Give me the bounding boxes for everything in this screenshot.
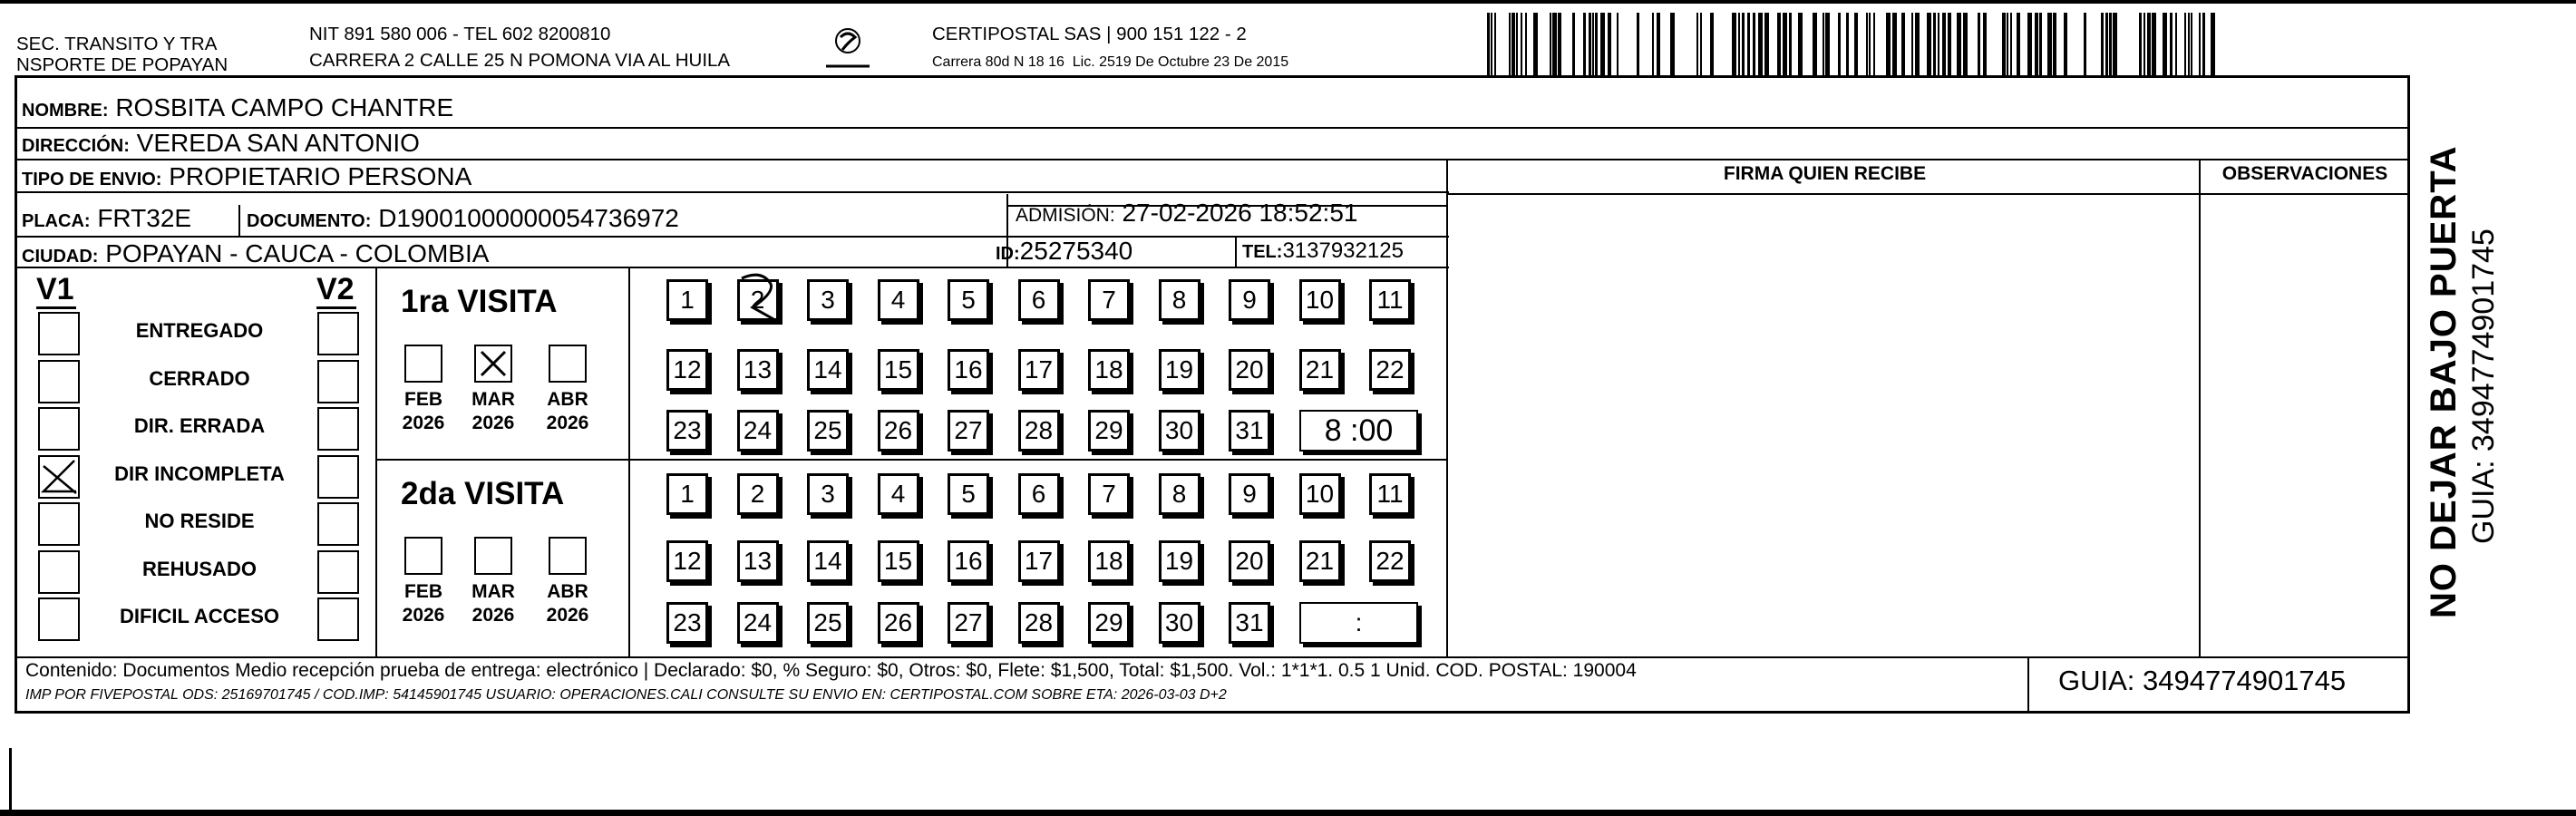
month-checkbox[interactable] [474, 537, 512, 575]
v2-underline [316, 306, 356, 309]
day-box[interactable] [1229, 410, 1270, 452]
col-divider [1446, 159, 1448, 657]
ciudad-value: POPAYAN - CAUCA - COLOMBIA [105, 239, 490, 267]
day-number: 15 [883, 547, 913, 575]
col-divider [238, 205, 240, 238]
day-box[interactable] [1229, 602, 1270, 644]
day-number: 18 [1094, 547, 1123, 575]
status-label: DIFICIL ACCESO [119, 605, 279, 627]
month-label: FEB 2026 [402, 581, 445, 626]
day-number: 13 [743, 547, 773, 575]
day-number: 17 [1024, 547, 1054, 575]
day-number: 24 [743, 416, 773, 444]
day-number: 20 [1235, 547, 1264, 575]
nit-line: NIT 891 580 006 - TEL 602 8200810 [309, 24, 611, 44]
v2-checkbox[interactable] [317, 312, 359, 355]
bottom-edge [0, 810, 2576, 816]
col-divider [2027, 656, 2029, 714]
day-box[interactable] [807, 410, 849, 452]
day-box[interactable] [666, 349, 708, 391]
tel-label: TEL: [1242, 242, 1283, 262]
second-time-box[interactable]: : [1299, 602, 1418, 644]
license-line: Carrera 80d N 18 16 Lic. 2519 De Octubre 23 De 2015 [932, 54, 1289, 70]
month-label: MAR 2026 [471, 389, 515, 433]
status-label: CERRADO [149, 366, 250, 390]
nombre-field [22, 94, 453, 124]
day-box[interactable] [1369, 473, 1411, 515]
day-box[interactable] [1088, 602, 1130, 644]
admision-label: ADMISIÓN: [1016, 205, 1115, 226]
ciudad-label: CIUDAD: [22, 247, 99, 267]
day-box[interactable] [878, 349, 919, 391]
status-label: NO RESIDE [144, 510, 255, 532]
day-number: 19 [1164, 355, 1194, 384]
day-box[interactable] [1299, 349, 1341, 391]
direccion-value: VEREDA SAN ANTONIO [136, 129, 420, 157]
v2-checkbox[interactable] [317, 407, 359, 451]
day-number: 26 [883, 608, 913, 636]
day-box[interactable] [948, 279, 989, 321]
day-number: 18 [1094, 355, 1123, 384]
check-mark-icon [40, 457, 80, 497]
month-label: FEB 2026 [402, 389, 445, 433]
scan-edge [0, 0, 2576, 4]
day-number: 14 [813, 547, 842, 575]
address-line: CARRERA 2 CALLE 25 N POMONA VIA AL HUILA [309, 50, 731, 71]
month-label: ABR 2026 [546, 389, 589, 433]
day-number: 19 [1164, 547, 1194, 575]
day-number: 28 [1024, 608, 1054, 636]
tipo-value: PROPIETARIO PERSONA [169, 162, 472, 190]
v1-checkbox[interactable] [38, 360, 80, 403]
day-number: 21 [1305, 547, 1335, 575]
day-number: 1 [680, 480, 695, 508]
day-box[interactable] [1299, 473, 1341, 515]
day-number: 3 [821, 286, 835, 314]
status-label: ENTREGADO [135, 319, 264, 342]
day-box[interactable] [1018, 349, 1060, 391]
day-number: 16 [954, 355, 983, 384]
v1-checkbox[interactable] [38, 407, 80, 451]
day-box[interactable] [737, 410, 779, 452]
side-guia: GUIA: 3494774901745 [2466, 228, 2501, 544]
day-number: 27 [954, 608, 983, 636]
day-box[interactable] [666, 279, 708, 321]
day-box[interactable] [878, 279, 919, 321]
documento-field [247, 205, 679, 235]
v2-label: V2 [316, 272, 355, 306]
day-box[interactable] [1159, 410, 1201, 452]
day-box[interactable] [666, 410, 708, 452]
v2-checkbox[interactable] [317, 550, 359, 594]
documento-label: DOCUMENTO: [247, 211, 372, 231]
day-number: 28 [1024, 416, 1054, 444]
day-number: 3 [821, 480, 835, 508]
day-number: 16 [954, 547, 983, 575]
id-value: 25275340 [1019, 237, 1133, 265]
month-checkbox[interactable] [404, 537, 442, 575]
day-number: 23 [673, 608, 702, 636]
row-divider [1447, 193, 2408, 195]
day-box[interactable] [878, 473, 919, 515]
day-box[interactable] [737, 279, 779, 321]
day-number: 5 [961, 286, 976, 314]
v2-checkbox[interactable] [317, 597, 359, 641]
visit-divider [375, 459, 1447, 461]
v2-checkbox[interactable] [317, 502, 359, 546]
day-number: 29 [1094, 608, 1123, 636]
v2-checkbox[interactable] [317, 455, 359, 499]
day-number: 11 [1376, 480, 1404, 508]
no-dejar-warning: NO DEJAR BAJO PUERTA [2424, 145, 2464, 618]
day-box[interactable] [1159, 279, 1201, 321]
day-number: 10 [1305, 286, 1335, 314]
day-box[interactable] [807, 540, 849, 582]
day-box[interactable] [948, 473, 989, 515]
day-box[interactable] [948, 602, 989, 644]
day-box[interactable] [807, 279, 849, 321]
barcode [1487, 13, 2221, 76]
day-box[interactable] [1088, 349, 1130, 391]
day-number: 8 [1171, 480, 1187, 508]
status-label: REHUSADO [142, 557, 257, 580]
cross-mark-icon [476, 346, 510, 381]
v1-checkbox[interactable] [38, 597, 80, 641]
day-number: 21 [1305, 355, 1335, 384]
col-divider [375, 267, 377, 656]
day-box[interactable] [666, 602, 708, 644]
first-visit-title: 1ra VISITA [401, 284, 558, 319]
day-number: 12 [673, 547, 702, 575]
day-box[interactable] [666, 473, 708, 515]
day-box[interactable] [1018, 279, 1060, 321]
tel-field [1242, 238, 1404, 266]
day-box[interactable] [1088, 540, 1130, 582]
day-number: 22 [1375, 355, 1405, 384]
day-number: 17 [1024, 355, 1054, 384]
day-box[interactable] [878, 602, 919, 644]
day-number: 27 [954, 416, 983, 444]
day-number: 30 [1164, 608, 1194, 636]
day-box[interactable] [1299, 540, 1341, 582]
second-visit-title: 2da VISITA [401, 476, 565, 511]
day-box[interactable] [1369, 349, 1411, 391]
v1-label: V1 [36, 272, 74, 306]
day-box[interactable] [1159, 540, 1201, 582]
day-box[interactable] [1159, 473, 1201, 515]
col-divider [2199, 159, 2201, 657]
documento-value: D19001000000054736972 [378, 204, 679, 232]
day-number: 4 [890, 480, 906, 508]
sender-line-2: NSPORTE DE POPAYAN [16, 54, 228, 75]
day-box[interactable] [1018, 540, 1060, 582]
status-label: DIR INCOMPLETA [114, 461, 285, 485]
day-number: 26 [883, 416, 913, 444]
day-number: 10 [1305, 480, 1335, 508]
day-number: 8 [1171, 286, 1187, 314]
day-number: 14 [813, 355, 842, 384]
day-number: 12 [673, 355, 702, 384]
placa-label: PLACA: [22, 211, 91, 231]
day-box[interactable] [1229, 349, 1270, 391]
certipostal-logo-icon [821, 24, 875, 73]
footer-divider [16, 656, 2410, 658]
day-box[interactable] [1088, 279, 1130, 321]
day-number: 2 [750, 480, 765, 508]
day-number: 2 [750, 286, 765, 314]
row-divider [16, 236, 1449, 238]
day-box[interactable] [1018, 473, 1060, 515]
sender-line-1: SEC. TRANSITO Y TRA [16, 34, 218, 54]
day-box[interactable] [1159, 602, 1201, 644]
day-box[interactable] [1369, 279, 1411, 321]
firma-header: FIRMA QUIEN RECIBE [1723, 163, 1927, 184]
id-field [996, 238, 1132, 267]
tel-value: 3137932125 [1282, 238, 1404, 263]
day-number: 7 [1102, 480, 1116, 508]
day-box[interactable] [1299, 279, 1341, 321]
placa-field [22, 205, 191, 235]
day-number: 13 [743, 355, 773, 384]
day-box[interactable] [948, 349, 989, 391]
day-number: 9 [1242, 286, 1257, 314]
day-box[interactable] [948, 410, 989, 452]
status-label: DIR. ERRADA [133, 414, 266, 437]
day-box[interactable] [1229, 473, 1270, 515]
day-number: 5 [961, 480, 976, 508]
col-divider [1235, 236, 1237, 268]
day-number: 23 [673, 416, 702, 444]
day-number: 22 [1375, 547, 1405, 575]
day-number: 31 [1235, 416, 1264, 444]
placa-value: FRT32E [97, 204, 192, 232]
day-box[interactable] [1018, 602, 1060, 644]
day-number: 24 [743, 608, 773, 636]
v1-checkbox[interactable] [38, 502, 80, 546]
day-box[interactable] [737, 473, 779, 515]
month-checkbox[interactable] [474, 345, 512, 383]
day-number: 6 [1031, 286, 1046, 314]
day-box[interactable] [1018, 410, 1060, 452]
month-label: MAR 2026 [471, 581, 515, 626]
day-number: 29 [1094, 416, 1123, 444]
day-box[interactable] [1369, 540, 1411, 582]
observaciones-header: OBSERVACIONES [2221, 163, 2388, 184]
day-box[interactable] [807, 602, 849, 644]
day-box[interactable] [737, 349, 779, 391]
left-edge-mark [9, 748, 12, 816]
month-checkbox[interactable] [549, 345, 587, 383]
tipo-label: TIPO DE ENVIO: [22, 170, 162, 189]
v1-checkbox[interactable] [38, 455, 80, 499]
direccion-field [22, 130, 420, 160]
day-box[interactable] [1088, 410, 1130, 452]
day-box[interactable] [1159, 349, 1201, 391]
footer-guia: GUIA: 3494774901745 [2058, 665, 2347, 696]
day-box[interactable] [1229, 279, 1270, 321]
admision-value: 27-02-2026 18:52:51 [1122, 199, 1358, 227]
day-box[interactable] [737, 602, 779, 644]
day-box[interactable] [878, 410, 919, 452]
tipo-field [22, 163, 471, 193]
company-line: CERTIPOSTAL SAS | 900 151 122 - 2 [932, 24, 1247, 44]
day-box[interactable] [878, 540, 919, 582]
day-mark-icon [734, 271, 789, 327]
ciudad-field [22, 240, 489, 270]
nombre-label: NOMBRE: [22, 101, 109, 121]
direccion-label: DIRECCIÓN: [22, 136, 130, 156]
day-box[interactable] [737, 540, 779, 582]
col-divider [628, 267, 630, 656]
day-box[interactable] [807, 349, 849, 391]
day-number: 9 [1242, 480, 1257, 508]
day-number: 15 [883, 355, 913, 384]
day-box[interactable] [666, 540, 708, 582]
day-box[interactable] [948, 540, 989, 582]
day-number: 25 [813, 416, 842, 444]
day-box[interactable] [1088, 473, 1130, 515]
id-label: ID: [996, 244, 1020, 264]
month-checkbox[interactable] [549, 537, 587, 575]
v1-checkbox[interactable] [38, 550, 80, 594]
v1-checkbox[interactable] [38, 312, 80, 355]
nombre-value: ROSBITA CAMPO CHANTRE [115, 93, 454, 121]
contenido-line: Contenido: Documentos Medio recepción prueba de entrega: electrónico | Declarado: $0, % Seguro: $0, Otros: $0, Flete: $1,500, Total: $1,500. Vol.: 1*1*1. 0.5 1 Unid. COD. POSTAL: 190004 [25, 660, 1637, 681]
v2-checkbox[interactable] [317, 360, 359, 403]
imp-line: IMP POR FIVEPOSTAL ODS: 25169701745 / COD.IMP: 54145901745 USUARIO: OPERACIONES.CALI CONSULTE SU ENVIO EN: CERTIPOSTAL.COM SOBRE ETA: 2026-03-03 D+2 [25, 687, 1227, 703]
day-number: 4 [890, 286, 906, 314]
day-number: 25 [813, 608, 842, 636]
day-box[interactable] [1229, 540, 1270, 582]
day-number: 30 [1164, 416, 1194, 444]
day-number: 1 [680, 286, 695, 314]
month-label: ABR 2026 [546, 581, 589, 626]
day-number: 31 [1235, 608, 1264, 636]
day-number: 6 [1031, 480, 1046, 508]
day-number: 7 [1102, 286, 1116, 314]
first-time-box[interactable]: 8 :00 [1299, 410, 1418, 452]
month-checkbox[interactable] [404, 345, 442, 383]
v1-underline [36, 306, 76, 309]
day-box[interactable] [807, 473, 849, 515]
day-number: 11 [1376, 286, 1404, 314]
admision-field [1016, 199, 1357, 229]
certipostal-logo [821, 24, 875, 73]
day-number: 20 [1235, 355, 1264, 384]
